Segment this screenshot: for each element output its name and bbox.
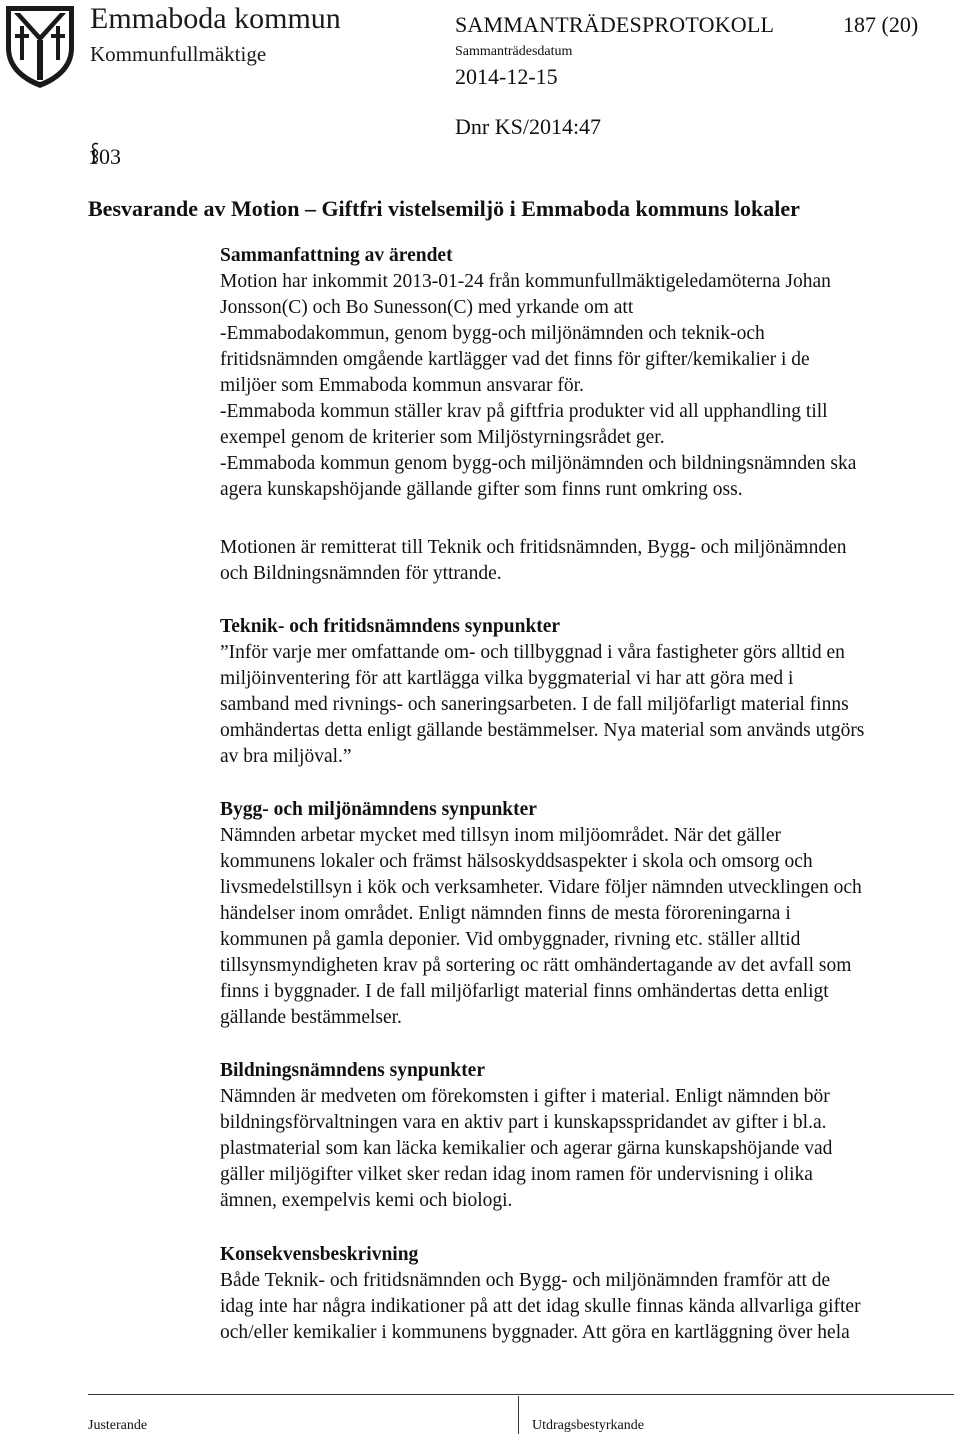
summary-line: fritidsnämnden omgående kartlägger vad det finns för gifter/kemikalier i de bbox=[220, 349, 810, 370]
konsekvens-section bbox=[220, 1242, 950, 1346]
bygg-line: Nämnden arbetar mycket med tillsyn inom miljöområdet. När det gäller bbox=[220, 825, 781, 846]
case-number: Dnr KS/2014:47 bbox=[455, 114, 602, 139]
summary-line: miljöer som Emmaboda kommun ansvarar för. bbox=[220, 375, 584, 396]
teknik-line: samband med rivnings- och saneringsarbeten. I de fall miljöfarligt material finns bbox=[220, 694, 849, 715]
referral-line: Motionen är remitterat till Teknik och fritidsnämnden, Bygg- och miljönämnden bbox=[220, 537, 847, 558]
footer-divider bbox=[518, 1396, 519, 1434]
summary-line: -Emmaboda kommun genom bygg-och miljönämnden och bildningsnämnden ska bbox=[220, 453, 857, 474]
konsekvens-line: idag inte har några indikationer på att det idag skulle finnas kända allvarliga gifter bbox=[220, 1296, 861, 1317]
footer-utdragsbestyrkande-label: Utdragsbestyrkande bbox=[532, 1418, 644, 1433]
footer-justerande-label: Justerande bbox=[88, 1418, 148, 1433]
konsekvens-heading: Konsekvensbeskrivning bbox=[220, 1244, 419, 1265]
bygg-line: livsmedelstillsyn i kök och verksamheter. Vidare följer nämnden utvecklingen och bbox=[220, 877, 862, 898]
section-title: Besvarande av Motion – Giftfri vistelsemiljö i Emmaboda kommuns lokaler bbox=[88, 196, 800, 221]
konsekvens-line: och/eller kemikalier i kommunens byggnader. Att göra en kartläggning över hela bbox=[220, 1322, 850, 1343]
referral-line: och Bildningsnämnden för yttrande. bbox=[220, 563, 502, 584]
summary-line: agera kunskapshöjande gällande gifter som finns runt omkring oss. bbox=[220, 479, 743, 500]
teknik-heading: Teknik- och fritidsnämndens synpunkter bbox=[220, 616, 561, 637]
bildning-heading: Bildningsnämndens synpunkter bbox=[220, 1060, 485, 1081]
council-name: Kommunfullmäktige bbox=[90, 42, 267, 66]
page-number: 187 (20) bbox=[843, 12, 919, 37]
teknik-line: omhändertas detta enligt gällande bestämmelser. Nya material som används utgörs bbox=[220, 720, 865, 741]
bildning-line: ämnen, exempelvis kemi och biologi. bbox=[220, 1190, 513, 1211]
referral-section bbox=[220, 535, 950, 587]
document-type: SAMMANTRÄDESPROTOKOLL bbox=[455, 12, 775, 37]
bygg-line: gällande bestämmelser. bbox=[220, 1007, 402, 1028]
bygg-heading: Bygg- och miljönämndens synpunkter bbox=[220, 799, 537, 820]
konsekvens-line: Både Teknik- och fritidsnämnden och Bygg- och miljönämnden framför att de bbox=[220, 1270, 831, 1291]
meeting-date: 2014-12-15 bbox=[455, 64, 558, 89]
summary-line: Jonsson(C) och Bo Sunesson(C) med yrkande om att bbox=[220, 297, 634, 318]
summary-section bbox=[220, 243, 950, 503]
coat-of-arms-icon bbox=[4, 4, 76, 90]
bygg-line: kommunen på gamla deponier. Vid ombyggnader, rivning etc. ställer alltid bbox=[220, 929, 801, 950]
municipality-name: Emmaboda kommun bbox=[90, 2, 341, 35]
summary-line: exempel genom de kriterier som Miljöstyrningsrådet ger. bbox=[220, 427, 665, 448]
summary-heading: Sammanfattning av ärendet bbox=[220, 245, 453, 266]
bildning-line: gäller miljögifter vilket sker redan idag inom ramen för undervisning i olika bbox=[220, 1164, 813, 1185]
bildning-line: bildningsförvaltningen vara en aktiv part i kunskapsspridandet av gifter i bl.a. bbox=[220, 1112, 827, 1133]
teknik-line: av bra miljöval.” bbox=[220, 746, 352, 767]
teknik-section bbox=[220, 614, 950, 770]
bildning-line: Nämnden är medveten om förekomsten i gifter i material. Enligt nämnden bör bbox=[220, 1086, 830, 1107]
bildning-line: plastmaterial som kan läcka kemikalier och agerar gärna kunskapshöjande vad bbox=[220, 1138, 833, 1159]
bygg-line: tillsynsmyndigheten krav på sortering oc rätt omhändertagande av det avfall som bbox=[220, 955, 852, 976]
bygg-line: händelser inom området. Enligt nämnden finns de mesta föroreningarna i bbox=[220, 903, 791, 924]
summary-line: Motion har inkommit 2013-01-24 från kommunfullmäktigeledamöterna Johan bbox=[220, 271, 831, 292]
bildning-section bbox=[220, 1058, 950, 1214]
summary-line: -Emmaboda kommun ställer krav på giftfria produkter vid all upphandling till bbox=[220, 401, 828, 422]
teknik-line: miljöinventering för att kartlägga vilka byggmaterial vi har att göra med i bbox=[220, 668, 794, 689]
bygg-line: finns i byggnader. I de fall miljöfarligt material finns omhändertas detta enligt bbox=[220, 981, 829, 1002]
footer-rule bbox=[88, 1394, 954, 1395]
bygg-section bbox=[220, 797, 950, 1031]
section-symbol-icon bbox=[90, 142, 100, 164]
meeting-date-label: Sammanträdesdatum bbox=[455, 44, 573, 59]
bygg-line: kommunens lokaler och främst hälsoskyddsaspekter i skola och omsorg och bbox=[220, 851, 813, 872]
section-number: 103 bbox=[88, 144, 121, 169]
teknik-line: ”Inför varje mer omfattande om- och tillbyggnad i våra fastigheter görs alltid en bbox=[220, 642, 845, 663]
summary-line: -Emmabodakommun, genom bygg-och miljönämnden och teknik-och bbox=[220, 323, 765, 344]
